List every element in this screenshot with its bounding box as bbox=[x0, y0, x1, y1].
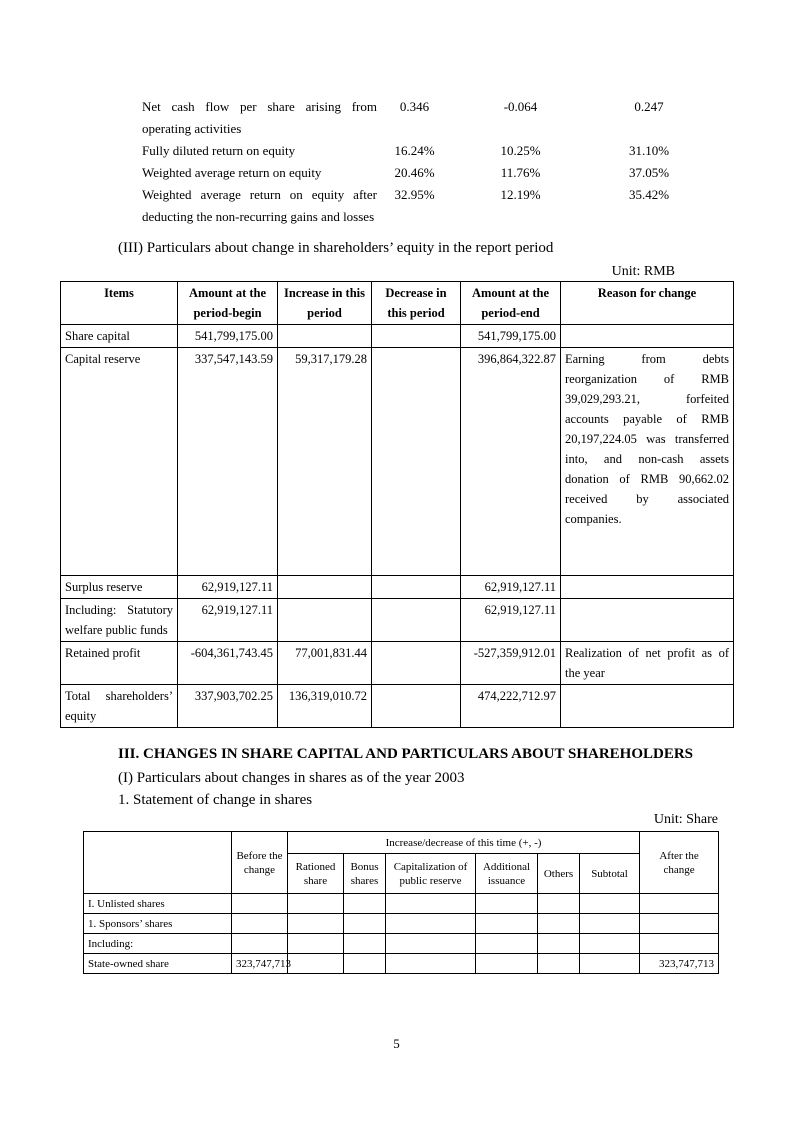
cell-increase: 59,317,179.28 bbox=[278, 348, 372, 576]
cell-additional bbox=[476, 954, 538, 974]
cell-reason bbox=[561, 685, 734, 728]
equity-table-header-row bbox=[61, 282, 734, 325]
cell-after bbox=[640, 934, 719, 954]
metric-value: 20.46% bbox=[394, 165, 435, 180]
cell-subtotal bbox=[580, 894, 640, 914]
cell-bonus bbox=[344, 894, 386, 914]
metric-row bbox=[142, 96, 793, 140]
cell-capitalization bbox=[386, 894, 476, 914]
metric-value: 10.25% bbox=[500, 143, 541, 158]
cell-bonus bbox=[344, 954, 386, 974]
column-header-subtotal: Subtotal bbox=[580, 854, 640, 894]
corner-blank-cell bbox=[84, 832, 232, 894]
table-row bbox=[84, 894, 719, 914]
column-header-bonus-shares: Bonus shares bbox=[344, 854, 386, 894]
metric-label: Weighted average return on equity after deducting the non-recurring gains and losses bbox=[142, 187, 377, 224]
table-row bbox=[61, 599, 734, 642]
cell-decrease bbox=[372, 642, 461, 685]
cell-after: 323,747,713 bbox=[640, 954, 719, 974]
section-heading-equity-change: (III) Particulars about change in shareholders’ equity in the report period bbox=[118, 240, 554, 256]
cell-amount-end: 62,919,127.11 bbox=[461, 599, 561, 642]
cell-rationed bbox=[288, 934, 344, 954]
metric-value: 11.76% bbox=[500, 165, 541, 180]
metric-value: 35.42% bbox=[628, 187, 670, 202]
metric-label: Net cash flow per share arising from operating activities bbox=[142, 99, 377, 136]
unit-label-rmb: Unit: RMB bbox=[611, 264, 675, 279]
financial-indicators-block bbox=[142, 96, 793, 228]
cell-share-class: Including: bbox=[84, 934, 232, 954]
column-header-amount-end: Amount at the period-end bbox=[461, 282, 561, 325]
metric-value: 31.10% bbox=[628, 143, 670, 158]
cell-increase bbox=[278, 599, 372, 642]
table-row bbox=[84, 914, 719, 934]
cell-after bbox=[640, 894, 719, 914]
metric-row bbox=[142, 140, 793, 162]
cell-decrease bbox=[372, 599, 461, 642]
cell-others bbox=[538, 894, 580, 914]
subheading-particulars-changes: (I) Particulars about changes in shares as of the year 2003 bbox=[118, 770, 465, 786]
cell-item: Retained profit bbox=[61, 642, 178, 685]
table-row bbox=[84, 934, 719, 954]
cell-decrease bbox=[372, 685, 461, 728]
cell-reason bbox=[561, 325, 734, 348]
cell-amount-begin: 337,903,702.25 bbox=[178, 685, 278, 728]
metric-value: -0.064 bbox=[503, 99, 538, 114]
cell-item: Total shareholders’ equity bbox=[61, 685, 178, 728]
table-row bbox=[61, 325, 734, 348]
cell-decrease bbox=[372, 325, 461, 348]
cell-item: Including: Statutory welfare public funds bbox=[61, 599, 178, 642]
column-header-reason: Reason for change bbox=[561, 282, 734, 325]
cell-share-class: 1. Sponsors’ shares bbox=[84, 914, 232, 934]
cell-item: Capital reserve bbox=[61, 348, 178, 576]
table-row bbox=[61, 685, 734, 728]
cell-additional bbox=[476, 934, 538, 954]
column-header-amount-begin: Amount at the period-begin bbox=[178, 282, 278, 325]
cell-share-class: State-owned share bbox=[84, 954, 232, 974]
cell-before: 323,747,713 bbox=[232, 954, 288, 974]
column-header-additional-issuance: Additional issuance bbox=[476, 854, 538, 894]
share-table-header-row-1 bbox=[84, 832, 719, 854]
equity-change-table bbox=[60, 281, 734, 728]
section-heading-share-capital: III. CHANGES IN SHARE CAPITAL AND PARTICULARS ABOUT SHAREHOLDERS bbox=[118, 746, 694, 762]
column-header-before-change: Before the change bbox=[232, 832, 288, 894]
cell-bonus bbox=[344, 934, 386, 954]
cell-reason: Earning from debts reorganization of RMB 39,029,293.21, forfeited accounts payable of RMB 20,197,224.05 was transferred into, and non-cash assets donation of RMB 90,662.02 received by associated companies. bbox=[561, 348, 734, 576]
cell-amount-begin: 62,919,127.11 bbox=[178, 599, 278, 642]
column-header-others: Others bbox=[538, 854, 580, 894]
cell-item: Surplus reserve bbox=[61, 576, 178, 599]
cell-before bbox=[232, 894, 288, 914]
cell-before bbox=[232, 914, 288, 934]
cell-increase bbox=[278, 325, 372, 348]
cell-amount-end: -527,359,912.01 bbox=[461, 642, 561, 685]
cell-bonus bbox=[344, 914, 386, 934]
metric-label: Weighted average return on equity bbox=[142, 165, 322, 180]
share-change-table bbox=[83, 831, 719, 974]
table-row bbox=[61, 576, 734, 599]
cell-before bbox=[232, 934, 288, 954]
metric-value: 0.346 bbox=[399, 99, 430, 114]
cell-subtotal bbox=[580, 914, 640, 934]
cell-others bbox=[538, 954, 580, 974]
cell-capitalization bbox=[386, 934, 476, 954]
column-header-items: Items bbox=[61, 282, 178, 325]
cell-reason bbox=[561, 576, 734, 599]
cell-amount-begin: 62,919,127.11 bbox=[178, 576, 278, 599]
cell-amount-end: 474,222,712.97 bbox=[461, 685, 561, 728]
cell-others bbox=[538, 934, 580, 954]
cell-reason bbox=[561, 599, 734, 642]
cell-increase: 136,319,010.72 bbox=[278, 685, 372, 728]
cell-additional bbox=[476, 894, 538, 914]
table-row bbox=[84, 954, 719, 974]
metric-row bbox=[142, 184, 793, 228]
cell-rationed bbox=[288, 914, 344, 934]
cell-capitalization bbox=[386, 954, 476, 974]
metric-row bbox=[142, 162, 793, 184]
metric-label: Fully diluted return on equity bbox=[142, 143, 296, 158]
cell-reason: Realization of net profit as of the year bbox=[561, 642, 734, 685]
column-header-increase: Increase in this period bbox=[278, 282, 372, 325]
metric-value: 16.24% bbox=[394, 143, 435, 158]
column-header-decrease: Decrease in this period bbox=[372, 282, 461, 325]
cell-increase bbox=[278, 576, 372, 599]
page-number: 5 bbox=[393, 1036, 400, 1051]
column-group-increase-decrease: Increase/decrease of this time (+, -) bbox=[288, 832, 640, 854]
table-row bbox=[61, 348, 734, 576]
column-header-after-change: After the change bbox=[640, 832, 719, 894]
metric-value: 32.95% bbox=[394, 187, 435, 202]
cell-amount-end: 62,919,127.11 bbox=[461, 576, 561, 599]
cell-rationed bbox=[288, 894, 344, 914]
cell-amount-begin: -604,361,743.45 bbox=[178, 642, 278, 685]
cell-increase: 77,001,831.44 bbox=[278, 642, 372, 685]
column-header-capitalization: Capitalization of public reserve bbox=[386, 854, 476, 894]
table-row bbox=[61, 642, 734, 685]
cell-amount-begin: 337,547,143.59 bbox=[178, 348, 278, 576]
cell-amount-end: 541,799,175.00 bbox=[461, 325, 561, 348]
metric-value: 0.247 bbox=[634, 99, 664, 114]
metric-value: 37.05% bbox=[628, 165, 670, 180]
cell-decrease bbox=[372, 348, 461, 576]
subheading-statement-of-change: 1. Statement of change in shares bbox=[118, 792, 313, 808]
metric-value: 12.19% bbox=[500, 187, 541, 202]
cell-capitalization bbox=[386, 914, 476, 934]
column-header-rationed-share: Rationed share bbox=[288, 854, 344, 894]
cell-rationed bbox=[288, 954, 344, 974]
cell-after bbox=[640, 914, 719, 934]
cell-others bbox=[538, 914, 580, 934]
unit-label-share: Unit: Share bbox=[653, 812, 718, 827]
cell-subtotal bbox=[580, 934, 640, 954]
cell-additional bbox=[476, 914, 538, 934]
cell-subtotal bbox=[580, 954, 640, 974]
cell-amount-begin: 541,799,175.00 bbox=[178, 325, 278, 348]
cell-item: Share capital bbox=[61, 325, 178, 348]
cell-share-class: I. Unlisted shares bbox=[84, 894, 232, 914]
cell-amount-end: 396,864,322.87 bbox=[461, 348, 561, 576]
cell-decrease bbox=[372, 576, 461, 599]
